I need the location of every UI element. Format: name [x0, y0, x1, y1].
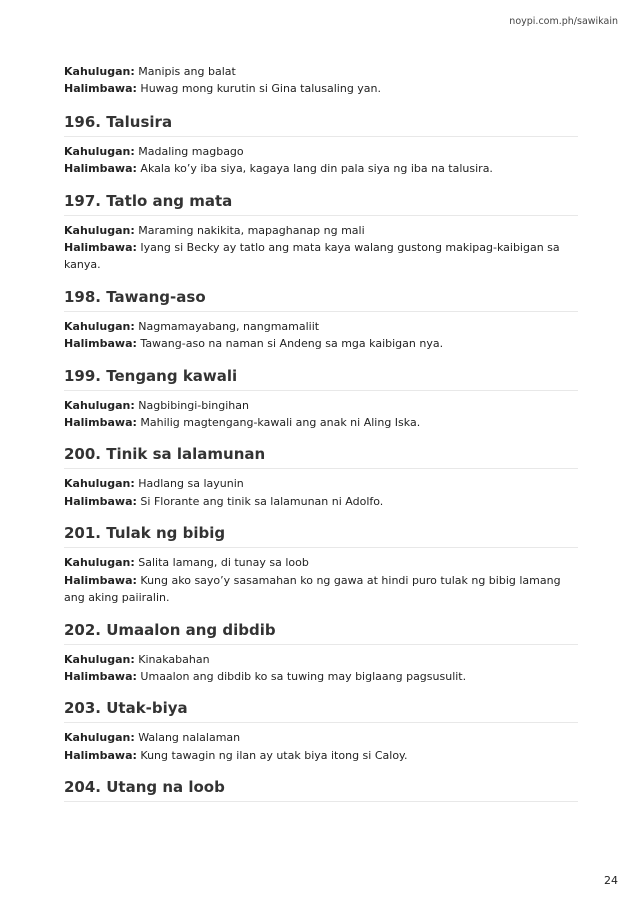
meaning-label: Kahulugan: [64, 223, 135, 237]
meaning-text: Madaling magbago [138, 144, 244, 158]
example-line [64, 80, 578, 97]
entry-200 [64, 444, 578, 510]
meaning-text: Kinakabahan [138, 652, 210, 666]
example-line [64, 493, 578, 510]
entry-196 [64, 112, 578, 178]
example-label: Halimbawa: [64, 416, 137, 430]
entry-title: 201. Tulak ng bibig [64, 523, 578, 548]
meaning-line [64, 475, 578, 492]
example-label: Halimbawa: [64, 573, 137, 587]
entry-202 [64, 620, 578, 686]
entry-201 [64, 523, 578, 606]
document-body [64, 63, 578, 802]
example-text: Huwag mong kurutin si Gina talusaling yan. [140, 82, 382, 96]
meaning-text: Nagbibingi-bingihan [138, 398, 249, 412]
example-line [64, 239, 578, 274]
entry-title: 200. Tinik sa lalamunan [64, 444, 578, 469]
example-text: Tawang-aso na naman si Andeng sa mga kaibigan nya. [140, 337, 444, 351]
meaning-label: Kahulugan: [64, 144, 135, 158]
example-line [64, 160, 578, 177]
entry-title: 196. Talusira [64, 112, 578, 137]
entry-204 [64, 777, 578, 802]
example-line [64, 668, 578, 685]
meaning-text: Manipis ang balat [138, 65, 236, 78]
example-line [64, 414, 578, 431]
meaning-label: Kahulugan: [64, 556, 135, 570]
example-text: Iyang si Becky ay tatlo ang mata kaya walang gustong makipag-kaibigan sa kanya. [64, 241, 560, 272]
entry-continued [64, 63, 578, 98]
example-label: Halimbawa: [64, 494, 137, 508]
meaning-label: Kahulugan: [64, 65, 135, 78]
example-label: Halimbawa: [64, 748, 137, 762]
page-number: 24 [604, 874, 618, 887]
example-line [64, 572, 578, 607]
example-text: Si Florante ang tinik sa lalamunan ni Adolfo. [140, 494, 384, 508]
meaning-text: Walang nalalaman [138, 731, 241, 745]
example-text: Kung ako sayo’y sasamahan ko ng gawa at hindi puro tulak ng bibig lamang ang aking paiiralin. [64, 573, 561, 605]
entry-197 [64, 191, 578, 274]
entry-203 [64, 698, 578, 764]
meaning-text: Maraming nakikita, mapaghanap ng mali [138, 223, 365, 237]
meaning-line [64, 729, 578, 746]
example-label: Halimbawa: [64, 82, 137, 96]
example-line [64, 747, 578, 764]
meaning-label: Kahulugan: [64, 398, 135, 412]
meaning-line [64, 222, 578, 239]
example-text: Umaalon ang dibdib ko sa tuwing may biglaang pagsusulit. [140, 669, 467, 683]
meaning-line [64, 651, 578, 668]
entry-198 [64, 287, 578, 353]
example-label: Halimbawa: [64, 241, 137, 255]
meaning-label: Kahulugan: [64, 652, 135, 666]
example-text: Kung tawagin ng ilan ay utak biya itong si Caloy. [140, 748, 408, 762]
meaning-text: Salita lamang, di tunay sa loob [138, 556, 309, 570]
meaning-text: Hadlang sa layunin [138, 477, 244, 491]
entry-199 [64, 366, 578, 432]
meaning-line [64, 63, 578, 80]
meaning-line [64, 397, 578, 414]
entry-title: 198. Tawang-aso [64, 287, 578, 312]
meaning-label: Kahulugan: [64, 319, 135, 333]
meaning-label: Kahulugan: [64, 731, 135, 745]
example-text: Mahilig magtengang-kawali ang anak ni Aling Iska. [140, 416, 421, 430]
source-url: noypi.com.ph/sawikain [509, 16, 618, 27]
entry-title: 204. Utang na loob [64, 777, 578, 802]
meaning-label: Kahulugan: [64, 477, 135, 491]
example-line [64, 335, 578, 352]
entry-title: 197. Tatlo ang mata [64, 191, 578, 216]
meaning-line [64, 318, 578, 335]
example-label: Halimbawa: [64, 669, 137, 683]
example-label: Halimbawa: [64, 162, 137, 176]
meaning-line [64, 143, 578, 160]
entry-title: 202. Umaalon ang dibdib [64, 620, 578, 645]
meaning-line [64, 554, 578, 571]
meaning-text: Nagmamayabang, nangmamaliit [138, 319, 320, 333]
example-text: Akala ko’y iba siya, kagaya lang din pala siya ng iba na talusira. [140, 162, 493, 176]
example-label: Halimbawa: [64, 337, 137, 351]
entry-title: 203. Utak-biya [64, 698, 578, 723]
entry-title: 199. Tengang kawali [64, 366, 578, 391]
